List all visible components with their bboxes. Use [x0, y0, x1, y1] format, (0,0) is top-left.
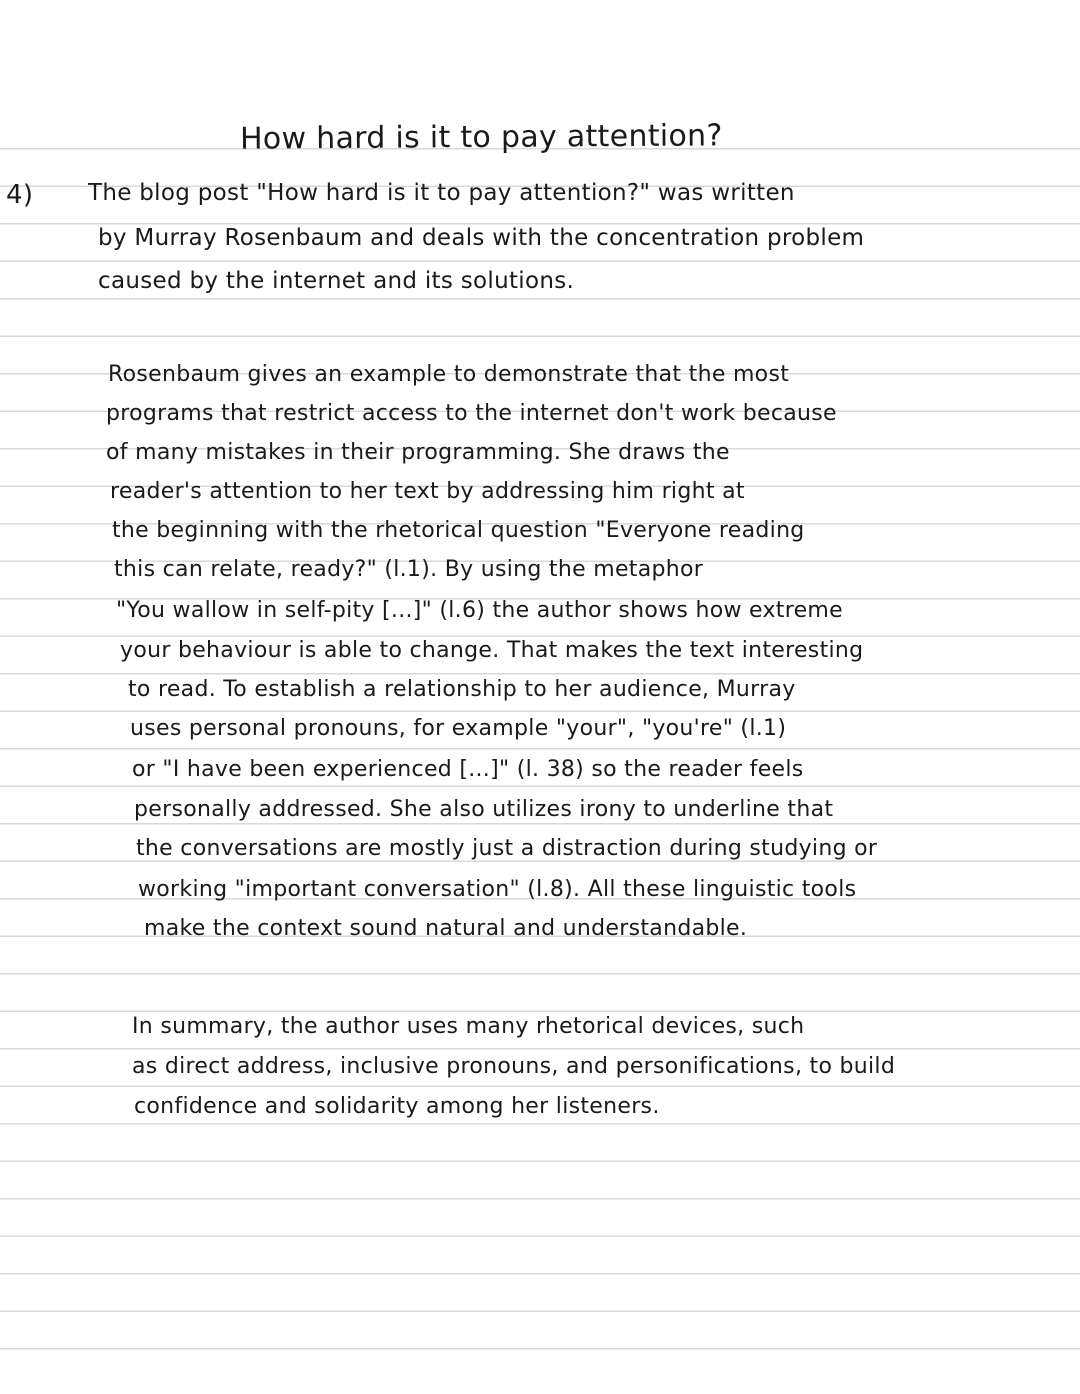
analysis-line: this can relate, ready?" (l.1). By using the metaphor: [114, 557, 704, 582]
analysis-line: of many mistakes in their programming. She draws the: [106, 440, 730, 465]
analysis-line: the conversations are mostly just a distraction during studying or: [136, 836, 878, 861]
intro-line: The blog post "How hard is it to pay attention?" was written: [88, 180, 795, 206]
analysis-line: uses personal pronouns, for example "your", "you're" (l.1): [130, 716, 787, 741]
summary-line: In summary, the author uses many rhetorical devices, such: [132, 1014, 805, 1039]
analysis-line: reader's attention to her text by addressing him right at: [110, 479, 745, 504]
analysis-line: to read. To establish a relationship to her audience, Murray: [128, 677, 796, 702]
intro-line: caused by the internet and its solutions.: [98, 268, 575, 294]
analysis-line: make the context sound natural and understandable.: [144, 916, 748, 941]
question-number: 4): [6, 180, 34, 210]
analysis-line: your behaviour is able to change. That makes the text interesting: [120, 638, 864, 663]
analysis-line: the beginning with the rhetorical question "Everyone reading: [112, 518, 805, 543]
page-title: How hard is it to pay attention?: [239, 118, 723, 157]
analysis-line: "You wallow in self-pity [...]" (l.6) the author shows how extreme: [116, 598, 844, 623]
summary-line: confidence and solidarity among her listeners.: [134, 1094, 660, 1119]
intro-line: by Murray Rosenbaum and deals with the concentration problem: [98, 225, 865, 251]
analysis-line: personally addressed. She also utilizes irony to underline that: [134, 797, 834, 822]
analysis-line: Rosenbaum gives an example to demonstrate that the most: [108, 362, 790, 387]
summary-line: as direct address, inclusive pronouns, and personifications, to build: [132, 1054, 896, 1079]
analysis-line: programs that restrict access to the internet don't work because: [106, 401, 837, 426]
analysis-line: or "I have been experienced [...]" (l. 38) so the reader feels: [132, 757, 804, 782]
analysis-line: working "important conversation" (l.8). All these linguistic tools: [138, 877, 857, 902]
